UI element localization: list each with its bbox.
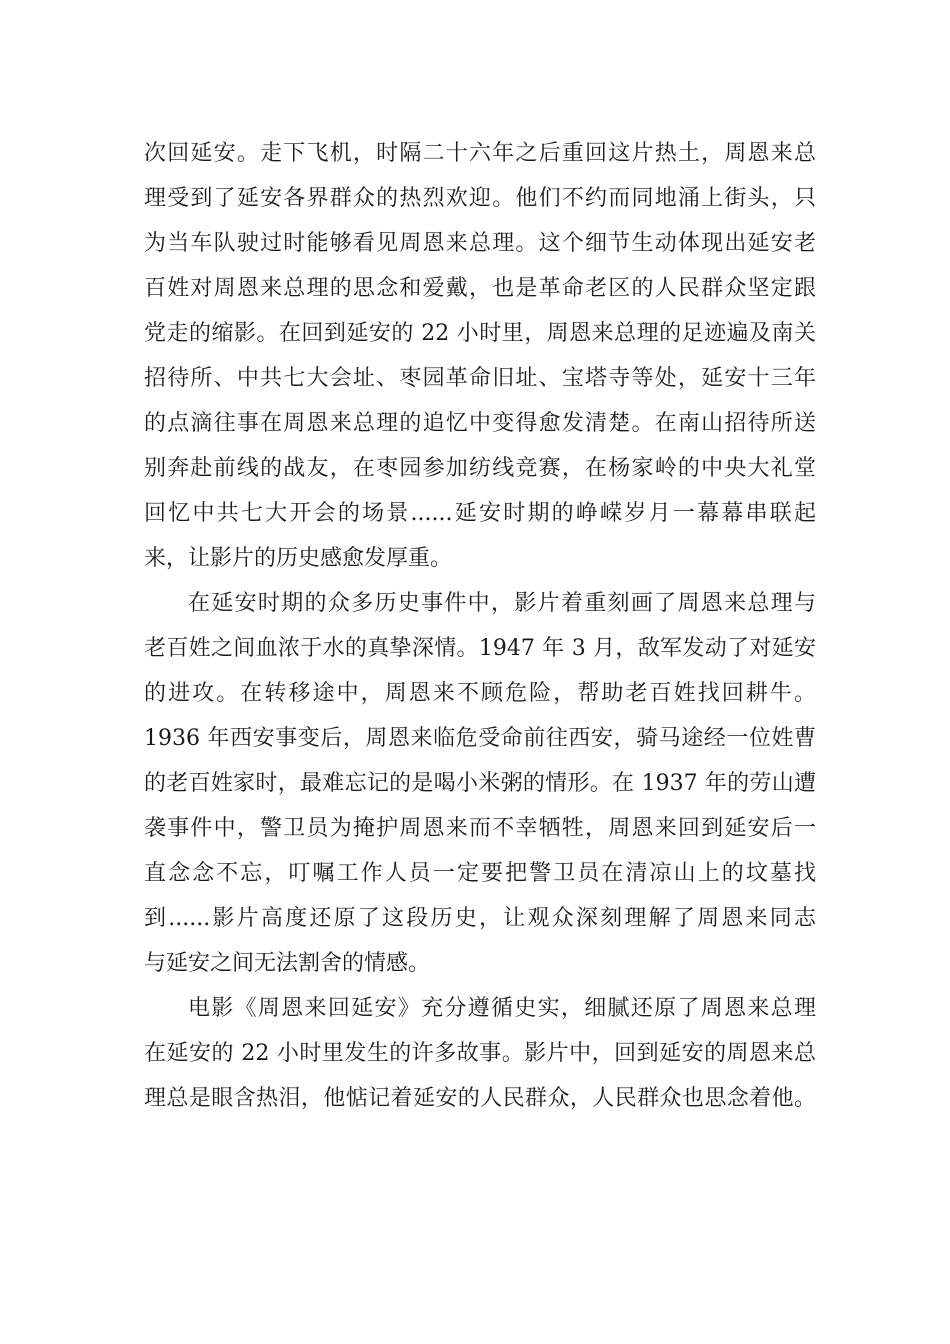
text-line: 在延安的 22 小时里发生的许多故事。影片中，回到延安的周恩来总 [144, 1041, 816, 1066]
text-line: 老百姓之间血浓于水的真挚深情。1947 年 3 月，敌军发动了对延安 [144, 636, 816, 661]
paragraph-3 [144, 986, 816, 1121]
text-line: 的点滴往事在周恩来总理的追忆中变得愈发清楚。在南山招待所送 [144, 411, 816, 436]
text-line: 别奔赴前线的战友，在枣园参加纺线竞赛，在杨家岭的中央大礼堂 [144, 456, 816, 481]
paragraph-2 [144, 581, 816, 986]
text-line: 直念念不忘，叮嘱工作人员一定要把警卫员在清凉山上的坟墓找 [144, 861, 816, 886]
text-line: 到......影片高度还原了这段历史，让观众深刻理解了周恩来同志 [144, 906, 816, 931]
body-text [144, 131, 816, 1121]
text-line: 的进攻。在转移途中，周恩来不顾危险，帮助老百姓找回耕牛。 [144, 681, 816, 706]
text-line: 袭事件中，警卫员为掩护周恩来而不幸牺牲，周恩来回到延安后一 [144, 816, 816, 841]
text-line: 的老百姓家时，最难忘记的是喝小米粥的情形。在 1937 年的劳山遭 [144, 771, 816, 796]
text-line: 为当车队驶过时能够看见周恩来总理。这个细节生动体现出延安老 [144, 231, 816, 256]
text-line: 1936 年西安事变后，周恩来临危受命前往西安，骑马途经一位姓曹 [144, 726, 816, 751]
text-line: 回忆中共七大开会的场景......延安时期的峥嵘岁月一幕幕串联起 [144, 501, 816, 526]
text-line: 理总是眼含热泪，他惦记着延安的人民群众，人民群众也思念着他。 [144, 1086, 816, 1111]
text-line: 电影《周恩来回延安》充分遵循史实，细腻还原了周恩来总理 [188, 996, 816, 1021]
text-line: 招待所、中共七大会址、枣园革命旧址、宝塔寺等处，延安十三年 [144, 366, 816, 391]
text-line: 次回延安。走下飞机，时隔二十六年之后重回这片热土，周恩来总 [144, 141, 816, 166]
text-line: 百姓对周恩来总理的思念和爱戴，也是革命老区的人民群众坚定跟 [144, 276, 816, 301]
text-line: 在延安时期的众多历史事件中，影片着重刻画了周恩来总理与 [188, 591, 816, 616]
text-line: 党走的缩影。在回到延安的 22 小时里，周恩来总理的足迹遍及南关 [144, 321, 816, 346]
text-line: 理受到了延安各界群众的热烈欢迎。他们不约而同地涌上街头，只 [144, 186, 816, 211]
text-line: 来，让影片的历史感愈发厚重。 [144, 546, 453, 571]
text-line: 与延安之间无法割舍的情感。 [144, 951, 431, 976]
paragraph-1 [144, 131, 816, 581]
